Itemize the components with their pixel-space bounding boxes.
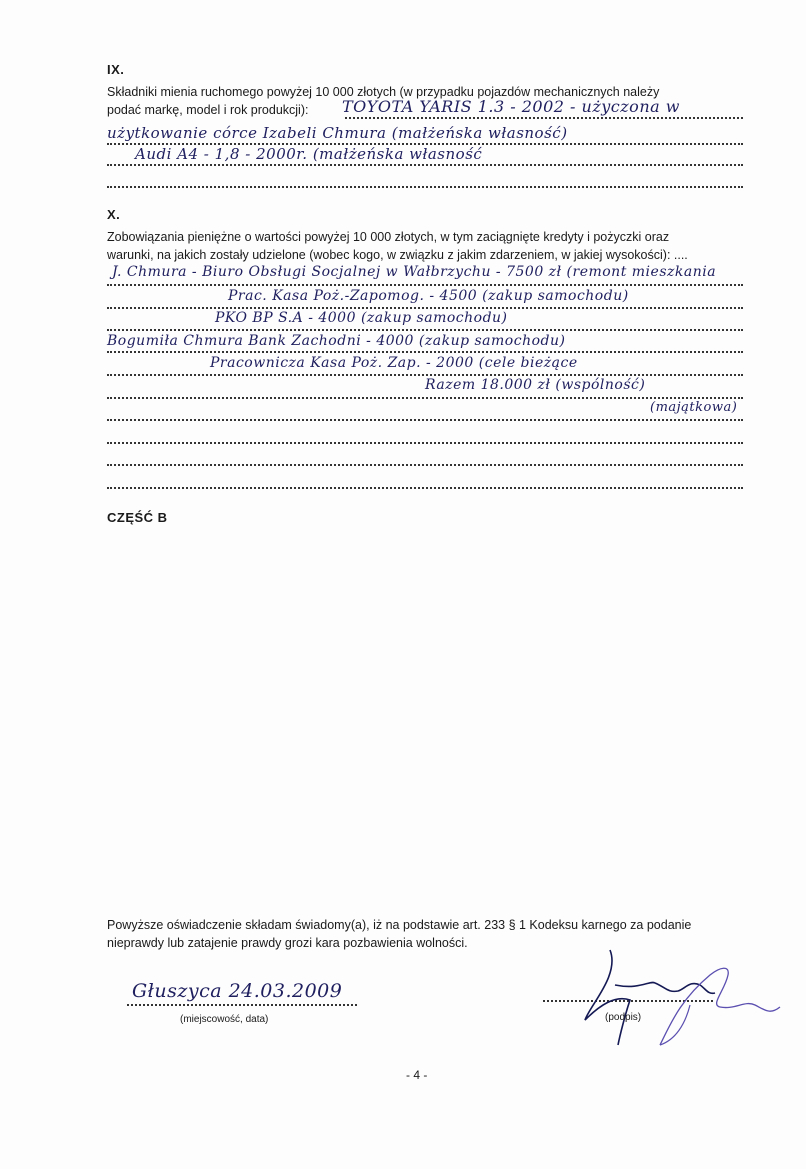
dotted-line <box>107 419 743 421</box>
place-date-line <box>127 1004 357 1006</box>
handwritten-entry: (majątkowa) <box>650 400 738 415</box>
handwritten-entry: PKO BP S.A - 4000 (zakup samochodu) <box>215 310 508 326</box>
section-ix-text-line1: Składniki mienia ruchomego powyżej 10 000 złotych (w przypadku pojazdów mechanicznych należy <box>107 85 660 99</box>
handwritten-entry: TOYOTA YARIS 1.3 - 2002 - użyczona w <box>342 97 680 116</box>
place-date-handwritten: Głuszyca 24.03.2009 <box>132 980 343 1002</box>
declaration-line1: Powyższe oświadczenie składam świadomy(a), iż na podstawie art. 233 § 1 Kodeksu karnego za podanie <box>107 918 692 932</box>
handwritten-entry: Razem 18.000 zł (wspólność) <box>425 377 646 393</box>
dotted-line <box>107 351 743 353</box>
handwritten-entry: Prac. Kasa Poż.-Zapomog. - 4500 (zakup samochodu) <box>228 288 629 304</box>
handwritten-entry: Pracownicza Kasa Poż. Zap. - 2000 (cele bieżące <box>210 355 578 371</box>
dotted-line <box>107 307 743 309</box>
section-x-heading: X. <box>107 207 121 222</box>
dotted-line <box>107 164 743 166</box>
page-number: - 4 - <box>406 1068 428 1082</box>
section-ix-heading: IX. <box>107 62 125 77</box>
handwritten-entry: J. Chmura - Biuro Obsługi Socjalnej w Wałbrzychu - 7500 zł (remont mieszkania <box>112 264 717 280</box>
dotted-line <box>107 487 743 489</box>
signature-label: (podpis) <box>605 1012 642 1023</box>
dotted-line <box>107 329 743 331</box>
handwritten-entry: Audi A4 - 1,8 - 2000r. (małżeńska własność <box>135 145 483 163</box>
handwritten-entry: Bogumiła Chmura Bank Zachodni - 4000 (zakup samochodu) <box>107 333 566 349</box>
dotted-line <box>345 117 743 119</box>
section-x-text-line2: warunki, na jakich zostały udzielone (wobec kogo, w związku z jakim zdarzeniem, w jakiej wysokości): .... <box>107 248 688 262</box>
dotted-line <box>107 284 743 286</box>
section-x-text-line1: Zobowiązania pieniężne o wartości powyżej 10 000 złotych, w tym zaciągnięte kredyty i pożyczki oraz <box>107 230 670 244</box>
dotted-line <box>107 464 743 466</box>
declaration-line2: nieprawdy lub zatajenie prawdy grozi kara pozbawienia wolności. <box>107 936 468 950</box>
place-date-label: (miejscowość, data) <box>180 1014 269 1025</box>
dotted-line <box>107 442 743 444</box>
handwritten-entry: użytkowanie córce Izabeli Chmura (małżeńska własność) <box>107 124 568 142</box>
section-ix-text-line2: podać markę, model i rok produkcji): <box>107 103 309 117</box>
signature-graphic <box>560 945 790 1070</box>
part-b-heading: CZĘŚĆ B <box>107 510 168 525</box>
dotted-line <box>107 397 743 399</box>
dotted-line <box>107 374 743 376</box>
dotted-line <box>107 186 743 188</box>
